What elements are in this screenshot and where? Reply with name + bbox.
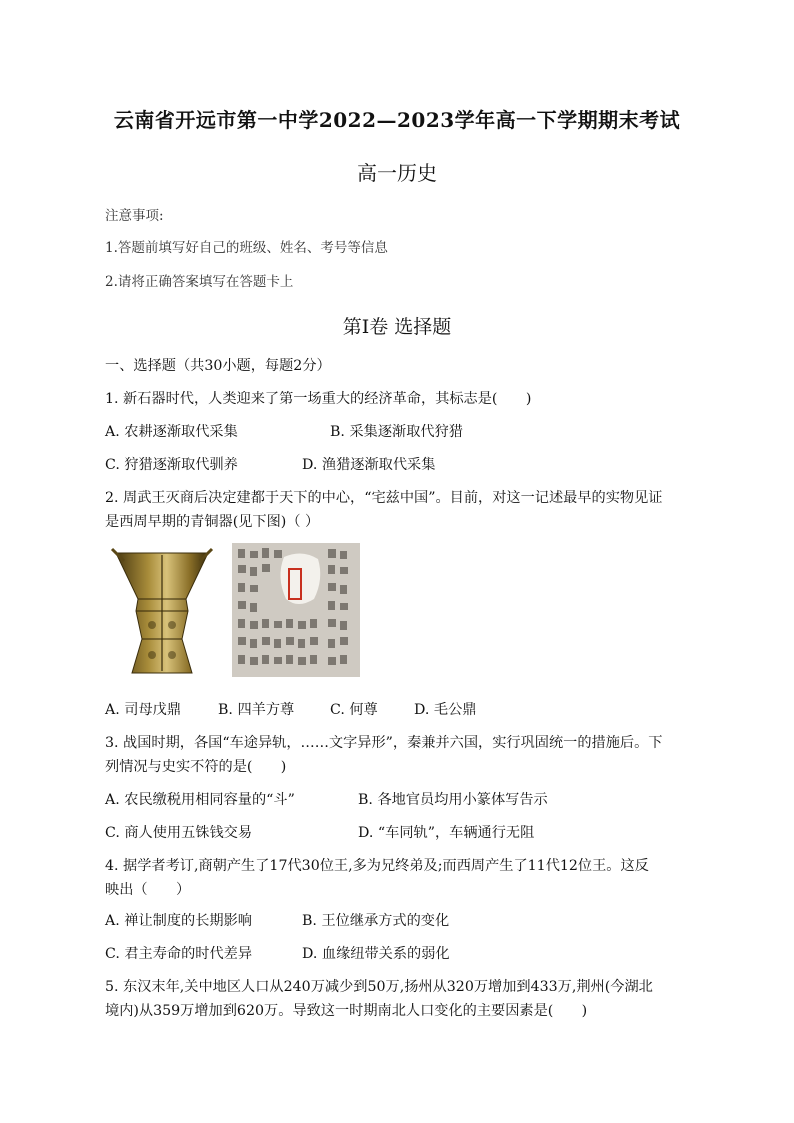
part-heading: 一、选择题（共30小题，每题2分） [105, 358, 331, 374]
question-4-option-c: C. 君主寿命的时代差异 [105, 946, 253, 962]
question-2-option-c: C. 何尊 [330, 702, 378, 718]
exam-subject: 高一历史 [357, 161, 437, 185]
notice-item-1: 1.答题前填写好自己的班级、姓名、考号等信息 [105, 240, 388, 256]
question-3-option-d: D. “车同轨”，车辆通行无阻 [358, 825, 535, 841]
question-1-option-c: C. 狩猎逐渐取代驯养 [105, 457, 238, 473]
question-2-option-a: A. 司母戊鼎 [105, 702, 182, 718]
question-4-stem-line-2: 映出（ ） [105, 882, 191, 898]
question-2-option-d: D. 毛公鼎 [414, 702, 477, 718]
question-3-stem-line-2: 列情况与史实不符的是( ) [105, 759, 287, 775]
question-4-stem-line-1: 4. 据学者考订,商朝产生了17代30位王,多为兄终弟及;而西周产生了11代12位王。这反 [105, 858, 649, 874]
question-2-stem-line-2: 是西周早期的青铜器(见下图)（ ） [105, 514, 320, 530]
question-1-option-d: D. 渔猎逐渐取代采集 [302, 457, 436, 473]
notice-heading: 注意事项: [105, 208, 164, 224]
question-1-option-b: B. 采集逐渐取代狩猎 [330, 424, 463, 440]
question-3-stem-line-1: 3. 战国时期，各国“车途异轨，……文字异形”，秦兼并六国，实行巩固统一的措施后。下 [105, 735, 663, 751]
question-4-option-a: A. 禅让制度的长期影响 [105, 913, 252, 929]
question-3-option-c: C. 商人使用五铢钱交易 [105, 825, 253, 841]
question-2-option-b: B. 四羊方尊 [218, 702, 295, 718]
question-1-stem: 1. 新石器时代，人类迎来了第一场重大的经济革命，其标志是( ) [105, 391, 532, 407]
bronze-vessel-image [108, 547, 216, 679]
question-2-stem-line-1: 2. 周武王灭商后决定建都于天下的中心，“宅兹中国”。目前，对这一记述最早的实物见证 [105, 490, 663, 506]
section-title: 第Ⅰ卷 选择题 [342, 316, 452, 338]
exam-title: 云南省开远市第一中学2022—2023学年高一下学期期末考试 [113, 108, 681, 132]
question-3-option-a: A. 农民缴税用相同容量的“斗” [105, 792, 295, 808]
question-5-stem-line-1: 5. 东汉末年,关中地区人口从240万减少到50万,扬州从320万增加到433万,荆州(今湖北 [105, 979, 653, 995]
question-5-stem-line-2: 境内)从359万增加到620万。导致这一时期南北人口变化的主要因素是( ) [105, 1003, 588, 1019]
inscription-rubbing-image [232, 543, 360, 677]
question-4-option-b: B. 王位继承方式的变化 [302, 913, 450, 929]
question-1-option-a: A. 农耕逐渐取代采集 [105, 424, 238, 440]
question-4-option-d: D. 血缘纽带关系的弱化 [302, 946, 450, 962]
notice-item-2: 2.请将正确答案填写在答题卡上 [105, 274, 294, 290]
question-3-option-b: B. 各地官员均用小篆体写告示 [358, 792, 548, 808]
